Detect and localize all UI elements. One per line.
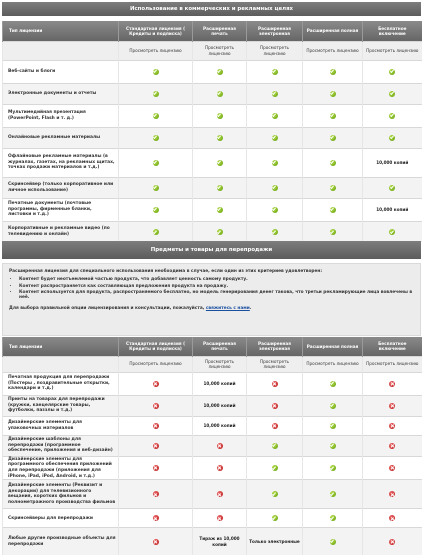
- row-label: Принты на товарах для перепродажи (кружки, канцелярские товары, футболки, паззлы и т.д.): [3, 395, 119, 416]
- check-icon: [330, 491, 336, 497]
- cross-icon: [153, 465, 159, 471]
- check-icon: [389, 185, 395, 191]
- column-header-standard: Стандартная лицензия ( Кредиты и подписка): [119, 337, 193, 356]
- cross-icon: [389, 539, 395, 545]
- cell: [303, 480, 363, 509]
- cell-value: 10,000 копий: [203, 422, 236, 428]
- row-label: Любые другие производные объекты для перепродажи: [3, 528, 119, 555]
- check-icon: [217, 207, 223, 213]
- cell: [247, 127, 303, 148]
- view-license-link[interactable]: Просмотреть лицензию: [363, 41, 422, 60]
- table-row: [3, 104, 422, 127]
- contact-text: Для выбора правильной опции лицензирования и консультации, пожалуйста,: [9, 306, 205, 311]
- cell: [193, 198, 247, 221]
- check-icon: [217, 160, 223, 166]
- cross-icon: [153, 515, 159, 521]
- cell: [247, 528, 303, 555]
- check-icon: [153, 185, 159, 191]
- cell: [303, 198, 363, 221]
- cross-icon: [272, 403, 278, 409]
- check-icon: [272, 229, 278, 235]
- check-icon: [217, 185, 223, 191]
- cell: [193, 372, 247, 395]
- cell: [119, 177, 193, 198]
- check-icon: [330, 423, 336, 429]
- cell: [119, 148, 193, 177]
- cell: [303, 177, 363, 198]
- check-icon: [153, 229, 159, 235]
- cell: [303, 456, 363, 480]
- cell: [303, 127, 363, 148]
- column-header-ext-full: Расширенная полная: [303, 21, 363, 41]
- section2-title: Предметы и товары для перепродажи: [2, 241, 421, 259]
- cell: [303, 104, 363, 127]
- cell: [247, 104, 303, 127]
- cell: [119, 509, 193, 528]
- check-icon: [330, 69, 336, 75]
- cell-value: 10,000 копий: [376, 159, 409, 165]
- column-header-ext-electronic: Расширенная электронная: [247, 337, 303, 356]
- check-icon: [330, 91, 336, 97]
- cell: [247, 83, 303, 104]
- cell: [303, 60, 363, 83]
- contact-line: [9, 306, 414, 311]
- cross-icon: [217, 491, 223, 497]
- cell: [363, 60, 422, 83]
- cross-icon: [389, 403, 395, 409]
- empty-cell: [3, 356, 119, 372]
- column-header-free: Бесплатное включение: [363, 337, 422, 356]
- cell: [193, 127, 247, 148]
- cell: [247, 435, 303, 456]
- cell: [363, 480, 422, 509]
- column-header-type: Тип лицензии: [3, 337, 119, 356]
- contact-end: .: [249, 306, 252, 311]
- cell: [119, 198, 193, 221]
- info-intro: Расширенная лицензия для специального использования необходима в случае, если один из этих критериев удовлетворен:: [9, 269, 323, 274]
- check-icon: [330, 229, 336, 235]
- cell-value: 10,000 копий: [203, 402, 236, 408]
- column-header-ext-print: Расширенная печать: [193, 337, 247, 356]
- row-label: Дизайнерские элементы для программного обеспечения приложений для перепродажи (приложения для iPhone, iPad, iPod, Android, и т.д.): [3, 456, 119, 480]
- table-row: [3, 177, 422, 198]
- resale-table: [2, 337, 422, 555]
- cross-icon: [272, 423, 278, 429]
- criteria-item: • Контент распространяется как составляющая предложения продукта на продажу.: [19, 284, 414, 289]
- cell-value: 10,000 копий: [203, 380, 236, 386]
- table-header: [3, 337, 422, 356]
- cell: [119, 127, 193, 148]
- cell: [193, 177, 247, 198]
- cell: [247, 456, 303, 480]
- cell: [193, 221, 247, 242]
- check-icon: [272, 135, 278, 141]
- view-license-link[interactable]: Просмотреть лицензию: [193, 356, 247, 372]
- table-row: [3, 416, 422, 435]
- cell: [303, 528, 363, 555]
- column-header-ext-electronic: Расширенная электронная: [247, 21, 303, 41]
- cell: [119, 221, 193, 242]
- view-license-row: [3, 41, 422, 60]
- cell: [303, 221, 363, 242]
- row-label: Дизайнерские элементы (Реквизит и декорации) для телевизионного вещания, коротких фильмов и полнометражного производства фильмов: [3, 480, 119, 509]
- cell: [193, 435, 247, 456]
- cell: [303, 435, 363, 456]
- criteria-item: • Контент будет неотъемлемой частью продукта, что добавляет ценность самому продукту.: [19, 277, 414, 282]
- cell: [193, 480, 247, 509]
- table-row: [3, 456, 422, 480]
- cell: [193, 509, 247, 528]
- cell: [193, 60, 247, 83]
- cell-value: 10,000 копий: [376, 206, 409, 212]
- cell: [363, 83, 422, 104]
- check-icon: [330, 465, 336, 471]
- row-label: Дизайнерские шаблоны для перепродажи (программное обеспечение, приложения и веб-дизайн): [3, 435, 119, 456]
- cell: [363, 456, 422, 480]
- check-icon: [217, 135, 223, 141]
- cell: [363, 372, 422, 395]
- check-icon: [153, 160, 159, 166]
- cell: [119, 480, 193, 509]
- cross-icon: [153, 491, 159, 497]
- table-header: [3, 21, 422, 41]
- check-icon: [272, 207, 278, 213]
- table-row: [3, 221, 422, 242]
- cell: [193, 528, 247, 555]
- check-icon: [330, 515, 336, 521]
- cell: [247, 509, 303, 528]
- row-label: Скринсейвер (только корпоративное или личное использование): [3, 177, 119, 198]
- cross-icon: [389, 443, 395, 449]
- cell: [193, 395, 247, 416]
- check-icon: [330, 185, 336, 191]
- cell: [247, 480, 303, 509]
- table-row: [3, 435, 422, 456]
- check-icon: [330, 113, 336, 119]
- column-header-type: Тип лицензии: [3, 21, 119, 41]
- cell: [119, 416, 193, 435]
- check-icon: [217, 229, 223, 235]
- row-label: Электронные документы и отчеты: [3, 83, 119, 104]
- cell: [363, 127, 422, 148]
- table-row: [3, 83, 422, 104]
- cross-icon: [272, 381, 278, 387]
- row-label: Офлайновые рекламные материалы (в журналах, газетах, на рекламных щитах, точках продажи материалов и т.д.): [3, 148, 119, 177]
- cell: [303, 83, 363, 104]
- view-license-link[interactable]: Просмотреть лицензию: [247, 356, 303, 372]
- check-icon: [389, 229, 395, 235]
- cell: [247, 177, 303, 198]
- column-header-ext-full: Расширенная полная: [303, 337, 363, 356]
- cross-icon: [153, 381, 159, 387]
- check-icon: [330, 539, 336, 545]
- check-icon: [389, 113, 395, 119]
- cell: [247, 416, 303, 435]
- cell: [193, 104, 247, 127]
- table-row: [3, 127, 422, 148]
- check-icon: [272, 491, 278, 497]
- cell: [247, 148, 303, 177]
- cell: [193, 456, 247, 480]
- row-label: Печатная продукция для перепродажи (Постеры , поздравительные открытки, календари и т.д.): [3, 372, 119, 395]
- view-license-link[interactable]: Просмотреть лицензию: [303, 356, 363, 372]
- cell: [119, 435, 193, 456]
- cell: [193, 416, 247, 435]
- check-icon: [272, 443, 278, 449]
- cell-value: Только электронные: [249, 538, 300, 544]
- view-license-link[interactable]: Просмотреть лицензию: [119, 41, 193, 60]
- criteria-item: • Контент используется для продукта, распространяемого бесплатно, но модель генерирования денег такова, что третьи рекламирующие лица вовлечены в неё.: [19, 290, 414, 300]
- cross-icon: [389, 381, 395, 387]
- cell: [363, 198, 422, 221]
- cell: [119, 395, 193, 416]
- row-label: Дизайнерские элементы для упаковочных материалов: [3, 416, 119, 435]
- row-label: Мультимедийная презентация (PowerPoint, Flash и т. д.): [3, 104, 119, 127]
- check-icon: [153, 113, 159, 119]
- cell: [247, 372, 303, 395]
- cell: [119, 83, 193, 104]
- cell: [193, 83, 247, 104]
- cross-icon: [389, 491, 395, 497]
- cross-icon: [217, 515, 223, 521]
- cell: [247, 198, 303, 221]
- cross-icon: [153, 539, 159, 545]
- check-icon: [272, 465, 278, 471]
- empty-cell: [3, 41, 119, 60]
- check-icon: [272, 91, 278, 97]
- cross-icon: [153, 403, 159, 409]
- column-header-standard: Стандартная лицензия ( Кредиты и подписка): [119, 21, 193, 41]
- cell: [119, 372, 193, 395]
- commercial-use-table: [2, 21, 422, 242]
- check-icon: [272, 515, 278, 521]
- row-label: Веб-сайты и блоги: [3, 60, 119, 83]
- check-icon: [330, 403, 336, 409]
- cell: [247, 395, 303, 416]
- column-header-ext-print: Расширенная печать: [193, 21, 247, 41]
- table-row: [3, 148, 422, 177]
- check-icon: [272, 160, 278, 166]
- cross-icon: [217, 443, 223, 449]
- check-icon: [330, 207, 336, 213]
- extended-license-info: [2, 263, 421, 336]
- check-icon: [153, 207, 159, 213]
- table-row: [3, 198, 422, 221]
- check-icon: [272, 113, 278, 119]
- check-icon: [153, 91, 159, 97]
- cell: [363, 104, 422, 127]
- check-icon: [330, 135, 336, 141]
- row-label: Корпоративные и рекламные видео (по телевидению и онлайн): [3, 221, 119, 242]
- cell: [119, 104, 193, 127]
- cell: [119, 60, 193, 83]
- cell: [303, 148, 363, 177]
- view-license-link[interactable]: Просмотреть лицензию: [363, 356, 422, 372]
- cell: [119, 528, 193, 555]
- table-row: [3, 480, 422, 509]
- cell: [193, 148, 247, 177]
- cell: [119, 456, 193, 480]
- cross-icon: [389, 465, 395, 471]
- row-label: Скринсейверы для перепродажи: [3, 509, 119, 528]
- cell: [363, 528, 422, 555]
- check-icon: [217, 69, 223, 75]
- check-icon: [272, 185, 278, 191]
- check-icon: [217, 113, 223, 119]
- check-icon: [389, 69, 395, 75]
- cross-icon: [153, 423, 159, 429]
- check-icon: [330, 160, 336, 166]
- table-row: [3, 509, 422, 528]
- cell: [363, 221, 422, 242]
- table-row: [3, 395, 422, 416]
- row-label: Печатные документы (почтовые программы, фирменные бланки, листовки и т.д.): [3, 198, 119, 221]
- check-icon: [153, 69, 159, 75]
- cell: [303, 509, 363, 528]
- check-icon: [389, 135, 395, 141]
- cell: [363, 509, 422, 528]
- table-row: [3, 60, 422, 83]
- cell: [363, 148, 422, 177]
- column-header-free: Бесплатное включение: [363, 21, 422, 41]
- view-license-row: [3, 356, 422, 372]
- cell: [363, 177, 422, 198]
- check-icon: [272, 69, 278, 75]
- view-license-link[interactable]: Просмотреть лицензию: [303, 41, 363, 60]
- cell: [303, 395, 363, 416]
- cell: [247, 60, 303, 83]
- cross-icon: [389, 423, 395, 429]
- cell: [363, 416, 422, 435]
- cell: [363, 435, 422, 456]
- check-icon: [330, 381, 336, 387]
- check-icon: [330, 443, 336, 449]
- view-license-link[interactable]: Просмотреть лицензию: [193, 41, 247, 60]
- cell-value: Тираж из 10,000 копий: [199, 536, 240, 547]
- criteria-list: [19, 277, 414, 300]
- cross-icon: [153, 443, 159, 449]
- cross-icon: [389, 515, 395, 521]
- table-row: [3, 528, 422, 555]
- cell: [363, 395, 422, 416]
- cell: [303, 372, 363, 395]
- row-label: Онлайновые рекламные материалы: [3, 127, 119, 148]
- cross-icon: [217, 465, 223, 471]
- cell: [247, 221, 303, 242]
- check-icon: [153, 135, 159, 141]
- table-row: [3, 372, 422, 395]
- check-icon: [217, 91, 223, 97]
- view-license-link[interactable]: Просмотреть лицензию: [247, 41, 303, 60]
- section1-title: Использование в коммерческих и рекламных целях: [2, 2, 421, 16]
- check-icon: [389, 91, 395, 97]
- contact-us-link[interactable]: свяжитесь с нами: [205, 306, 250, 311]
- view-license-link[interactable]: Просмотреть лицензию: [119, 356, 193, 372]
- cell: [303, 416, 363, 435]
